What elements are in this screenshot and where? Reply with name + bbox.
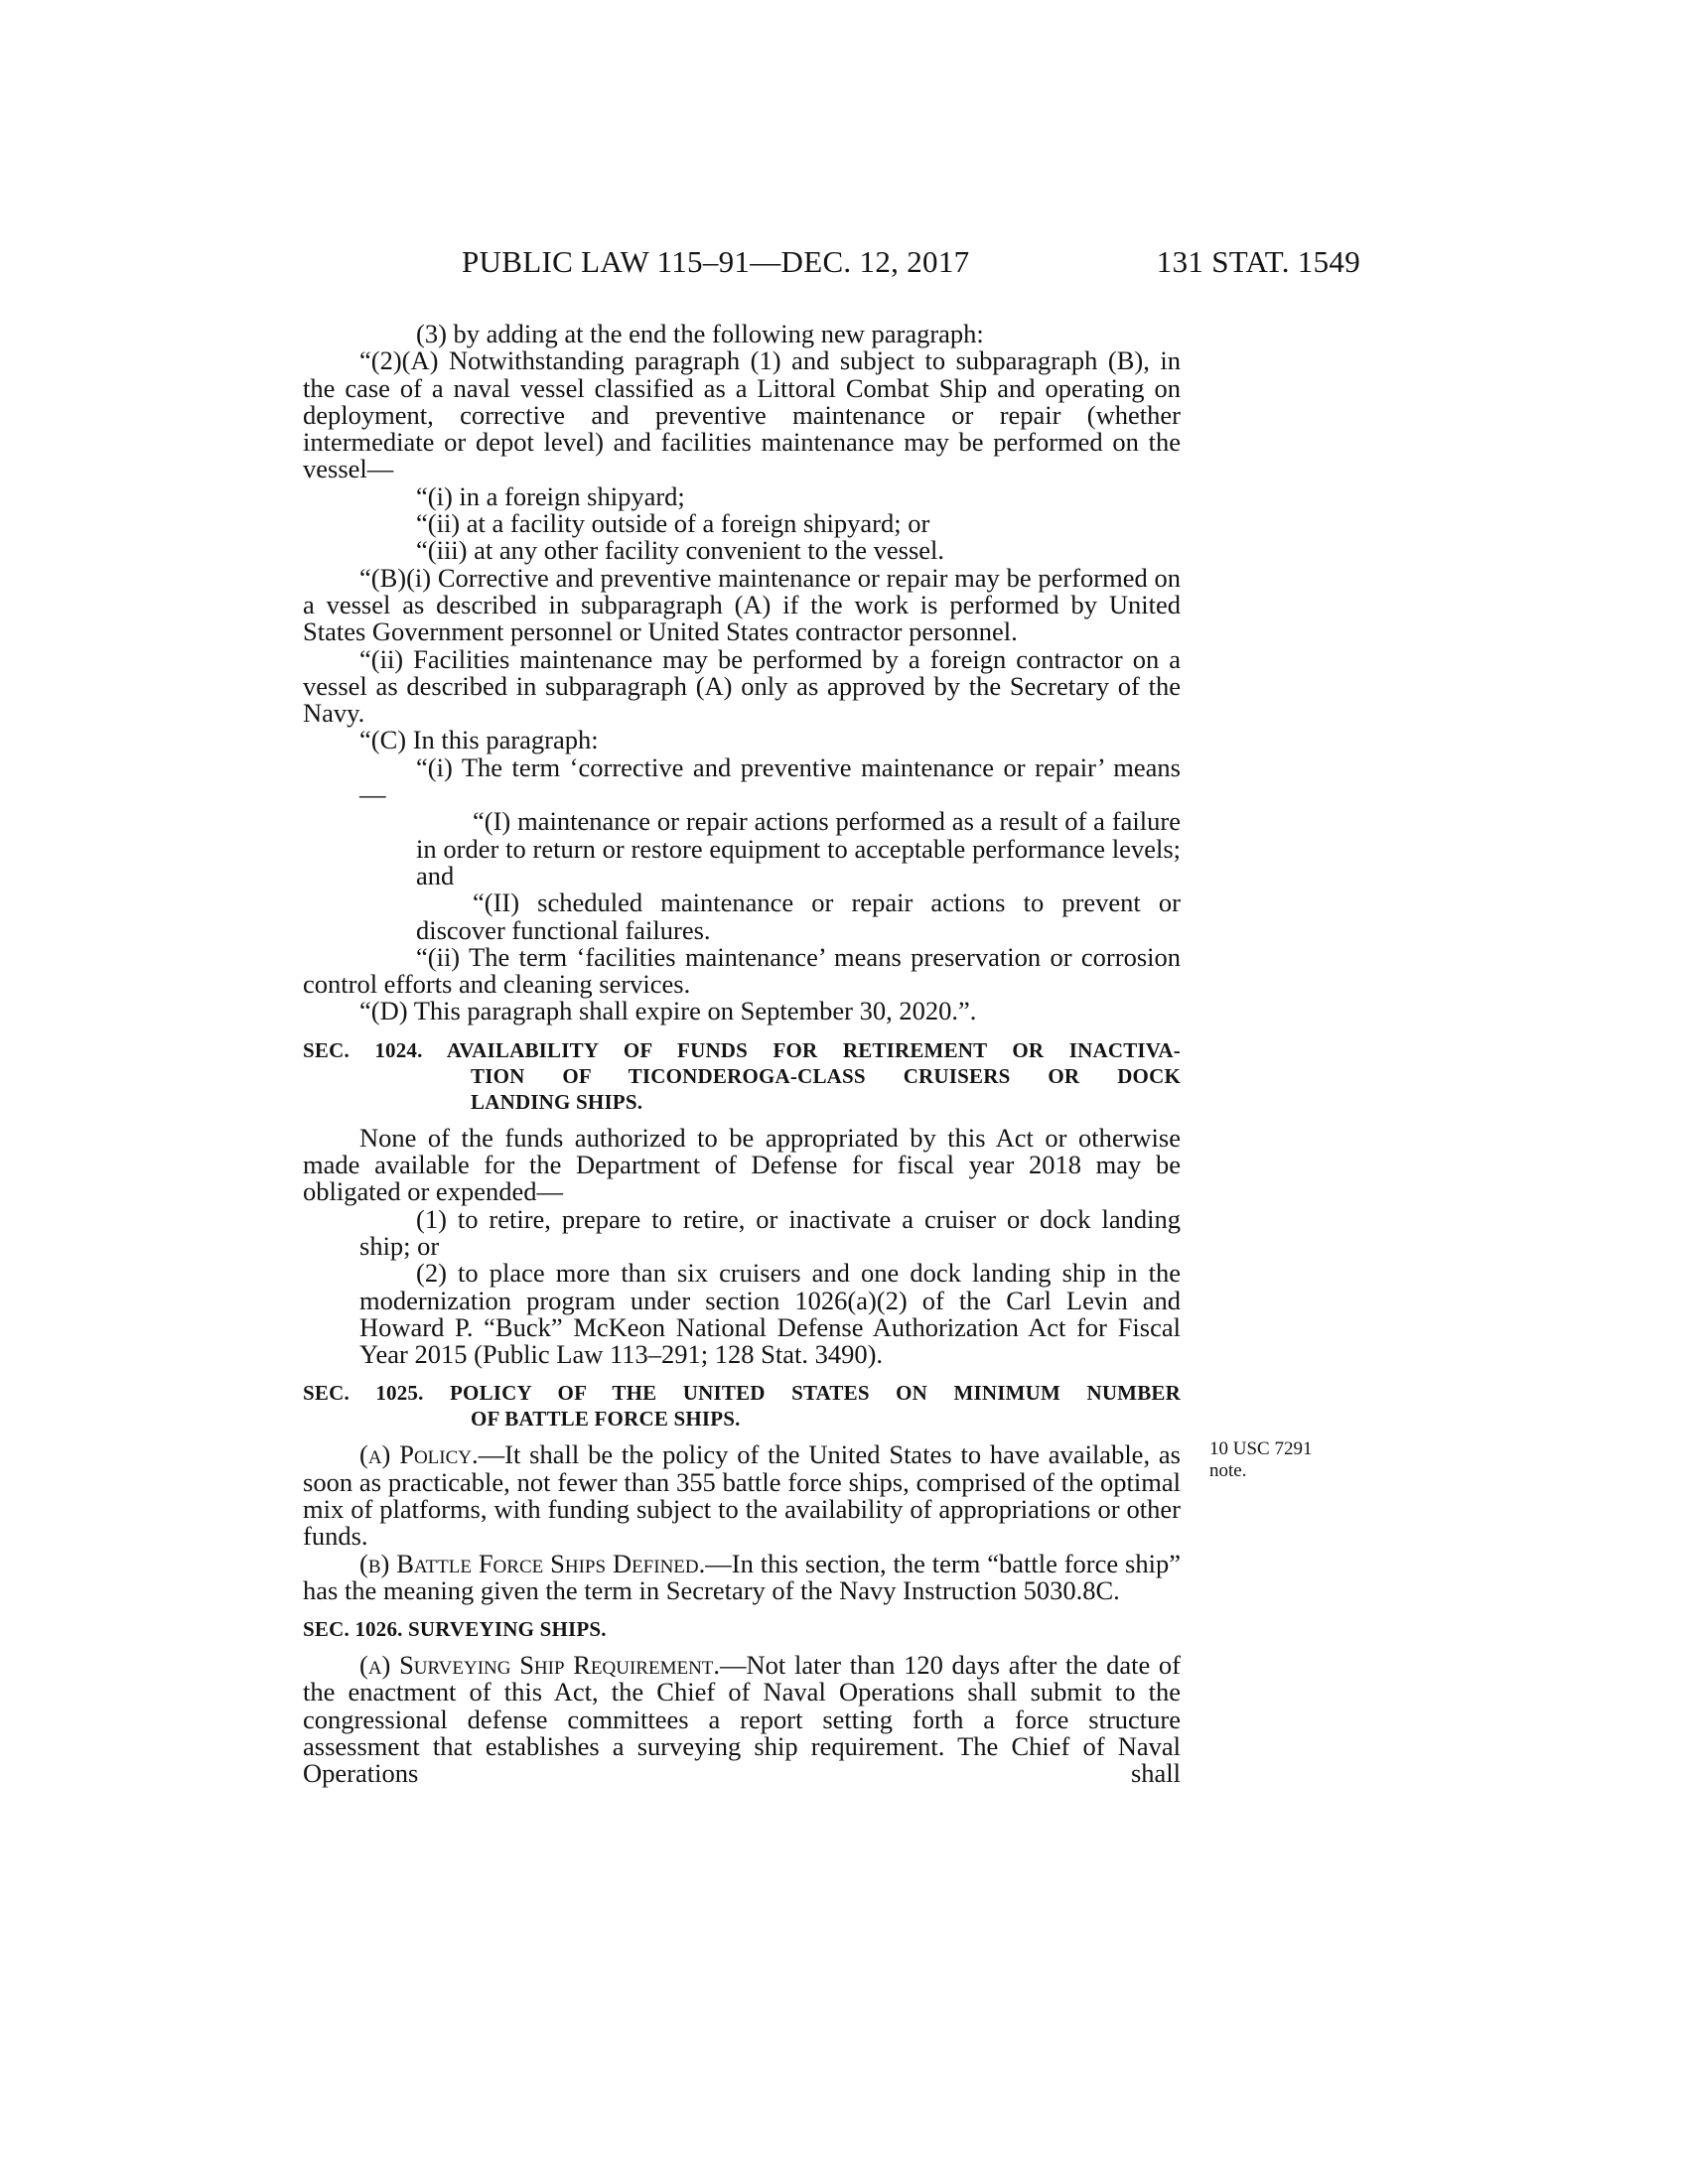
subsection-label: (a) Policy. [359,1439,479,1470]
paragraph: None of the funds authorized to be appropriated by this Act or otherwise made available for the Department of Defense for fiscal year 2018 may be obligated or expended— [303,1122,1181,1207]
paragraph: “(ii) The term ‘facilities maintenance’ means preservation or corrosion control efforts and cleaning services. [303,941,1181,1000]
paragraph: “(B)(i) Corrective and preventive maintenance or repair may be performed on a vessel as described in subparagraph (A) if the work is performed by United States Government personnel or United States contractor personnel. [303,562,1181,647]
subsection-text: —It shall be the policy of the United States to have available, as soon as practicable, not fewer than 355 battle force ships, comprised of the optimal mix of platforms, with funding subject to the availability of appropriations or other funds. [303,1439,1181,1552]
section-heading-line: LANDING SHIPS. [471,1089,643,1114]
paragraph: “(II) scheduled maintenance or repair actions to prevent or discover functional failures. [416,887,1181,945]
paragraph: (2) to place more than six cruisers and one dock landing ship in the modernization program under section 1026(a)(2) of the Carl Levin and Howard P. “Buck” McKeon National Defense Authorization Act for Fiscal Year 2015 (Public Law 113–291; 128 Stat. 3490). [359,1258,1181,1370]
subsection-label: (a) Surveying Ship Requirement. [359,1650,721,1681]
subsection-label: (b) Battle Force Ships Defined. [359,1548,706,1578]
subsection-text: —In this section, the term “battle force ship” has the meaning given the term in Secretary of the Navy Instruction 5030.8C. [303,1548,1181,1605]
margin-note: 10 USC 7291 note. [1209,1438,1313,1481]
section-heading-line: OF BATTLE FORCE SHIPS. [471,1407,741,1432]
statute-citation: 131 STAT. 1549 [1156,244,1360,279]
section-heading-1026: SEC. 1026. SURVEYING SHIPS. [303,1617,607,1642]
paragraph [303,1652,1181,1787]
paragraph: “(i) The term ‘corrective and preventive maintenance or repair’ means— [359,751,1181,810]
paragraph: “(i) in a foreign shipyard; [416,480,685,511]
body-text [303,321,1181,1788]
section-heading-line: SEC. 1025. POLICY OF THE UNITED STATES ON MINIMUM NUMBER [303,1381,1181,1406]
paragraph: “(ii) Facilities maintenance may be performed by a foreign contractor on a vessel as described in subparagraph (A) only as approved by the Secretary of the Navy. [303,643,1181,729]
paragraph: “(D) This paragraph shall expire on September 30, 2020.”. [359,996,977,1026]
paragraph: “(iii) at any other facility convenient to the vessel. [416,535,945,566]
paragraph: “(2)(A) Notwithstanding paragraph (1) and subject to subparagraph (B), in the case of a naval vessel classified as a Littoral Combat Ship and operating on deployment, corrective and preventive maintenance or repair (whether intermediate or depot level) and facilities maintenance may be performed on the vessel— [303,345,1181,484]
paragraph: (3) by adding at the end the following new paragraph: [416,319,984,348]
page-header [462,244,1360,284]
running-head: PUBLIC LAW 115–91—DEC. 12, 2017 [462,244,970,279]
paragraph [303,1441,1181,1550]
paragraph [303,1548,1181,1605]
section-heading-line: TION OF TICONDEROGA-CLASS CRUISERS OR DOCK [471,1063,1181,1088]
paragraph: “(ii) at a facility outside of a foreign shipyard; or [416,508,930,539]
section-heading-line: SEC. 1024. AVAILABILITY OF FUNDS FOR RETIREMENT OR INACTIVA- [303,1037,1181,1062]
subsection-text: —Not later than 120 days after the date of the enactment of this Act, the Chief of Naval Operations shall submit to the congressional defense committees a report setting forth a force structure assessment that establishes a surveying ship requirement. The Chief of Naval Operations shall [303,1650,1181,1789]
paragraph: “(C) In this paragraph: [359,725,599,755]
paragraph: (1) to retire, prepare to retire, or inactivate a cruiser or dock landing ship; or [359,1203,1181,1261]
paragraph: “(I) maintenance or repair actions performed as a result of a failure in order to return or restore equipment to acceptable performance levels; and [416,806,1181,890]
section-heading-1025 [303,1380,1181,1432]
section-heading-1024 [303,1037,1181,1115]
